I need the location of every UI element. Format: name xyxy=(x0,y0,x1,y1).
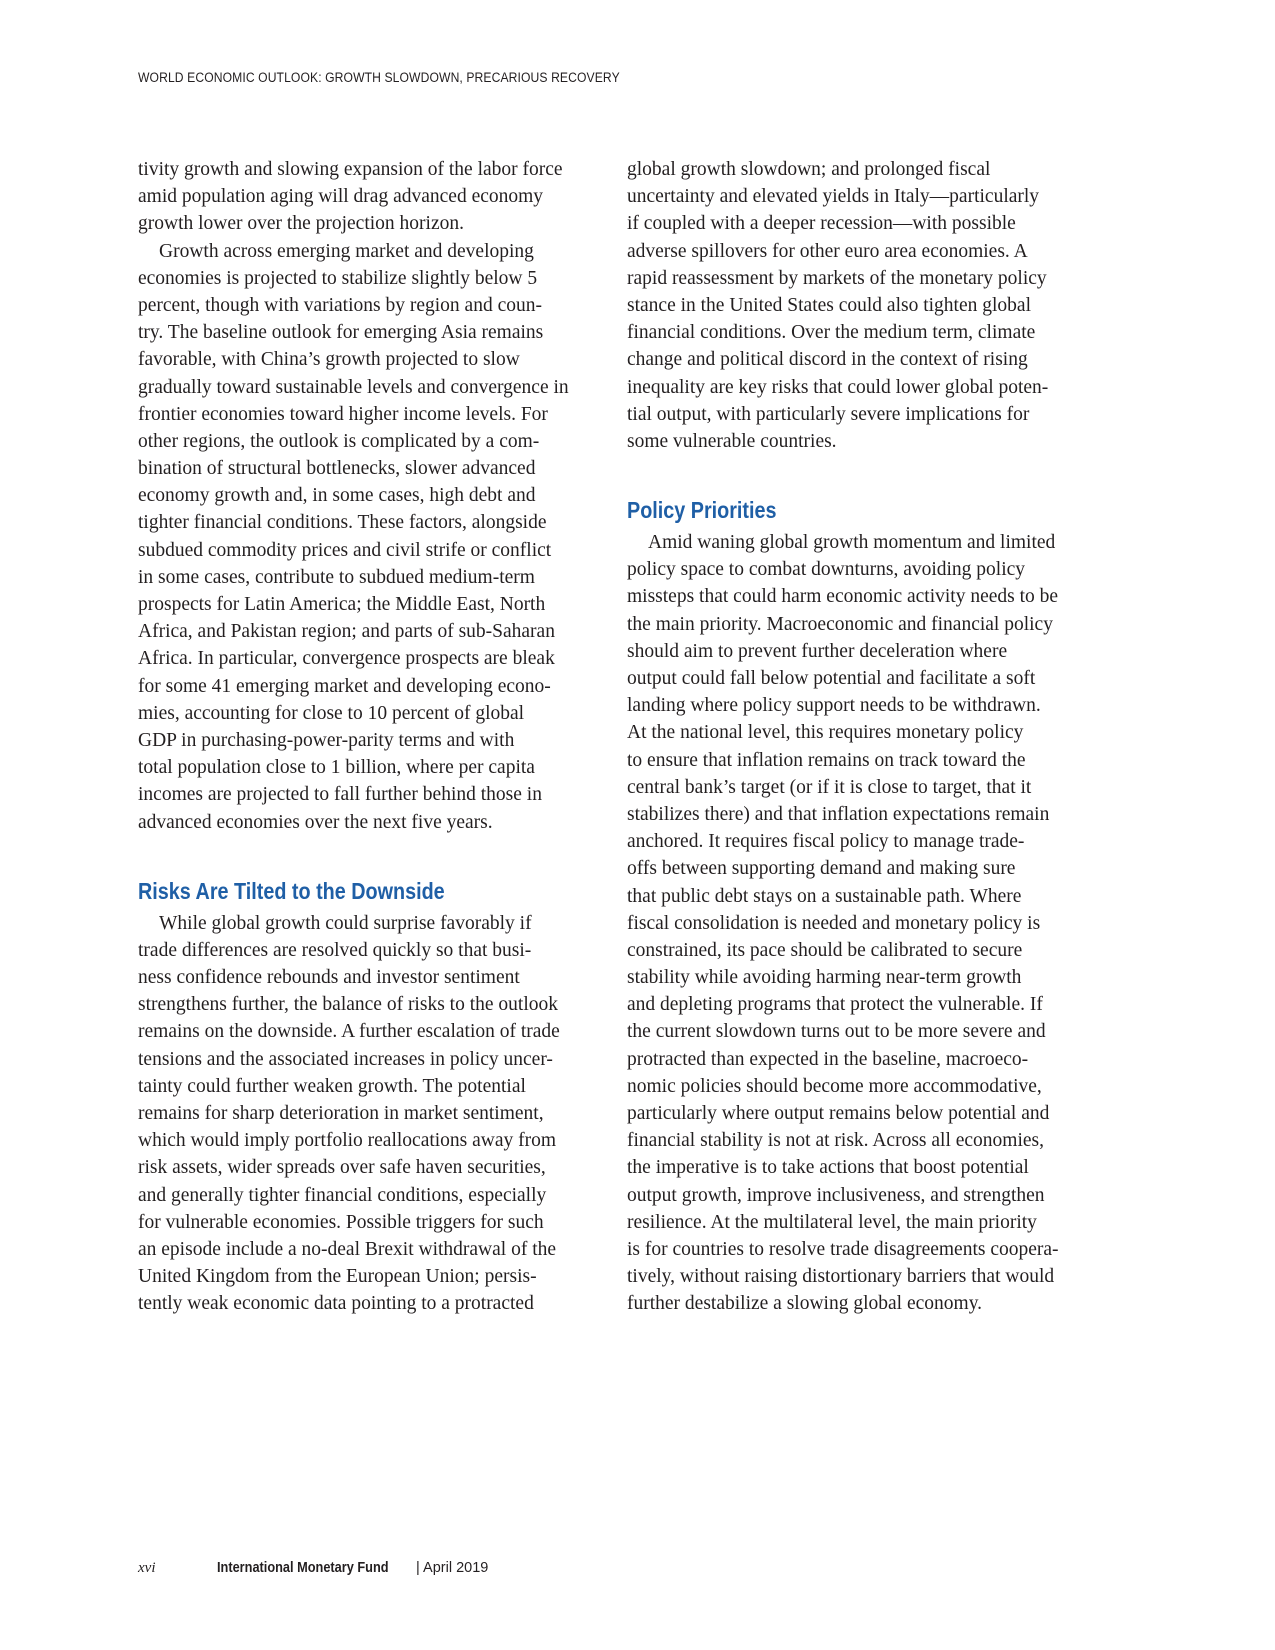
section-spacer xyxy=(138,836,593,872)
text-line: At the national level, this requires monetary policy xyxy=(627,722,1024,744)
text-line: global growth slowdown; and prolonged fiscal xyxy=(627,159,991,180)
text-line: and depleting programs that protect the vulnerable. If xyxy=(627,994,1043,1016)
text-line: GDP in purchasing-power-parity terms and with xyxy=(138,729,515,751)
text-line: which would imply portfolio reallocations away from xyxy=(138,1130,557,1152)
text-line: is for countries to resolve trade disagreements coopera- xyxy=(627,1238,1059,1260)
text-line: Africa, and Pakistan region; and parts of sub-Saharan xyxy=(138,621,555,643)
text-line: adverse spillovers for other euro area economies. A xyxy=(627,240,1028,262)
text-line: for vulnerable economies. Possible triggers for such xyxy=(138,1211,544,1233)
text-line: anchored. It requires fiscal policy to manage trade- xyxy=(627,831,1025,853)
text-line: should aim to prevent further deceleration where xyxy=(627,640,1008,662)
publication-date: April 2019 xyxy=(423,1560,489,1576)
text-line: financial conditions. Over the medium term, climate xyxy=(627,322,1036,344)
text-line: try. The baseline outlook for emerging Asia remains xyxy=(138,322,544,344)
running-header: WORLD ECONOMIC OUTLOOK: GROWTH SLOWDOWN, PRECARIOUS RECOVERY xyxy=(138,70,620,85)
text-line: strengthens further, the balance of risks to the outlook xyxy=(138,994,558,1016)
text-line: further destabilize a slowing global economy. xyxy=(627,1293,983,1315)
publisher-name: International Monetary Fund xyxy=(217,1560,389,1576)
right-column xyxy=(627,156,1082,1318)
paragraph xyxy=(138,910,593,1318)
text-line: growth lower over the projection horizon. xyxy=(138,213,464,235)
text-line: rapid reassessment by markets of the monetary policy xyxy=(627,267,1047,289)
text-line: advanced economies over the next five years. xyxy=(138,811,493,833)
text-line: incomes are projected to fall further behind those in xyxy=(138,784,542,806)
text-line: mies, accounting for close to 10 percent of global xyxy=(138,702,525,724)
text-line: bination of structural bottlenecks, slower advanced xyxy=(138,458,536,480)
text-line: the imperative is to take actions that boost potential xyxy=(627,1157,1029,1179)
text-line: some vulnerable countries. xyxy=(627,430,837,452)
text-line: tensions and the associated increases in policy uncer- xyxy=(138,1048,553,1070)
text-line: tial output, with particularly severe implications for xyxy=(627,403,1030,425)
section-spacer xyxy=(627,455,1082,491)
text-line: While global growth could surprise favorably if xyxy=(159,912,532,934)
text-line: offs between supporting demand and making sure xyxy=(627,858,1016,880)
text-line: stance in the United States could also tighten global xyxy=(627,294,1031,316)
footer-separator: | xyxy=(416,1560,420,1576)
text-line: favorable, with China’s growth projected to slow xyxy=(138,349,520,371)
text-line: total population close to 1 billion, where per capita xyxy=(138,757,535,779)
text-line: nomic policies should become more accommodative, xyxy=(627,1075,1042,1097)
paragraph xyxy=(138,156,593,238)
text-line: Amid waning global growth momentum and limited xyxy=(648,532,1056,554)
text-line: protracted than expected in the baseline, macroeco- xyxy=(627,1048,1029,1070)
text-line: constrained, its pace should be calibrated to secure xyxy=(627,939,1023,961)
text-line: tighter financial conditions. These factors, alongside xyxy=(138,512,547,534)
text-line: economy growth and, in some cases, high debt and xyxy=(138,485,536,507)
text-line: the current slowdown turns out to be more severe and xyxy=(627,1021,1046,1043)
text-line: remains for sharp deterioration in market sentiment, xyxy=(138,1103,544,1124)
text-line: the main priority. Macroeconomic and financial policy xyxy=(627,613,1053,635)
left-column xyxy=(138,156,593,1318)
text-line: gradually toward sustainable levels and convergence in xyxy=(138,376,569,398)
page-footer xyxy=(138,1560,488,1577)
text-line: trade differences are resolved quickly so that busi- xyxy=(138,939,532,961)
text-line: United Kingdom from the European Union; persis- xyxy=(138,1266,537,1288)
text-line: remains on the downside. A further escalation of trade xyxy=(138,1021,560,1043)
text-line: particularly where output remains below potential and xyxy=(627,1103,1050,1124)
text-line: uncertainty and elevated yields in Italy—particularly xyxy=(627,186,1040,208)
text-line: inequality are key risks that could lower global poten- xyxy=(627,376,1049,398)
text-line: output could fall below potential and facilitate a soft xyxy=(627,668,1036,689)
text-line: fiscal consolidation is needed and monetary policy is xyxy=(627,912,1041,934)
text-line: stabilizes there) and that inflation expectations remain xyxy=(627,803,1050,825)
text-line: other regions, the outlook is complicated by a com- xyxy=(138,430,540,452)
text-line: amid population aging will drag advanced economy xyxy=(138,186,544,208)
page-number: xvi xyxy=(138,1560,156,1576)
text-line: landing where policy support needs to be withdrawn. xyxy=(627,695,1041,717)
text-line: for some 41 emerging market and developing econo- xyxy=(138,675,551,697)
paragraph xyxy=(627,156,1082,455)
text-line: frontier economies toward higher income levels. For xyxy=(138,403,548,425)
text-line: resilience. At the multilateral level, the main priority xyxy=(627,1211,1037,1233)
text-line: change and political discord in the context of rising xyxy=(627,349,1028,371)
text-line: if coupled with a deeper recession—with possible xyxy=(627,213,1016,235)
section-heading-policy-priorities: Policy Priorities xyxy=(627,497,777,524)
text-line: Growth across emerging market and developing xyxy=(159,240,534,262)
section-heading-risks: Risks Are Tilted to the Downside xyxy=(138,877,445,904)
text-line: policy space to combat downturns, avoiding policy xyxy=(627,559,1026,581)
text-line: output growth, improve inclusiveness, and strengthen xyxy=(627,1184,1045,1206)
text-line: central bank’s target (or if it is close to target, that it xyxy=(627,776,1032,798)
text-line: that public debt stays on a sustainable path. Where xyxy=(627,885,1022,907)
text-line: subdued commodity prices and civil strife or conflict xyxy=(138,539,552,561)
text-line: ness confidence rebounds and investor sentiment xyxy=(138,967,520,989)
text-line: missteps that could harm economic activity needs to be xyxy=(627,586,1059,608)
text-line: risk assets, wider spreads over safe haven securities, xyxy=(138,1157,546,1179)
text-line: in some cases, contribute to subdued medium-term xyxy=(138,566,535,588)
text-line: Africa. In particular, convergence prospects are bleak xyxy=(138,648,555,670)
text-line: stability while avoiding harming near-term growth xyxy=(627,967,1022,989)
text-line: tively, without raising distortionary barriers that would xyxy=(627,1266,1055,1288)
text-line: financial stability is not at risk. Across all economies, xyxy=(627,1130,1045,1152)
text-line: tently weak economic data pointing to a protracted xyxy=(138,1293,534,1315)
text-line: an episode include a no-deal Brexit withdrawal of the xyxy=(138,1238,557,1260)
text-line: prospects for Latin America; the Middle East, North xyxy=(138,594,546,615)
text-line: tivity growth and slowing expansion of the labor force xyxy=(138,159,563,180)
text-line: to ensure that inflation remains on track toward the xyxy=(627,749,1026,771)
paragraph xyxy=(138,238,593,836)
text-line: percent, though with variations by region and coun- xyxy=(138,294,542,316)
text-line: and generally tighter financial conditions, especially xyxy=(138,1184,547,1206)
text-line: tainty could further weaken growth. The potential xyxy=(138,1075,526,1097)
paragraph xyxy=(627,529,1082,1317)
text-line: economies is projected to stabilize slightly below 5 xyxy=(138,267,538,289)
